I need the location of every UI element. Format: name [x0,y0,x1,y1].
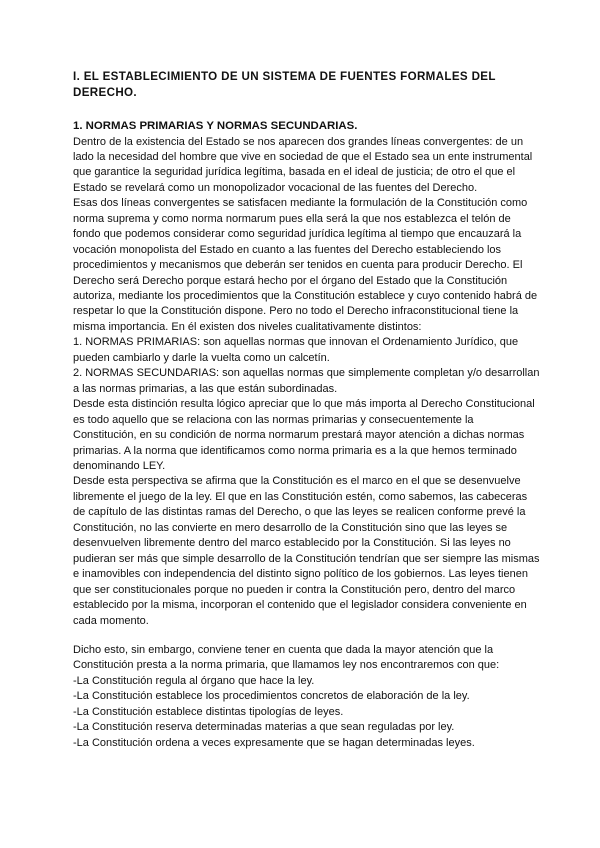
paragraph: 2. NORMAS SECUNDARIAS: son aquellas normas que simplemente completan y/o desarrollan a las normas primarias, a las que están subordinadas. [73,367,540,395]
list-item: -La Constitución establece los procedimientos concretos de elaboración de la ley. [73,690,470,703]
paragraph: Esas dos líneas convergentes se satisfacen mediante la formulación de la Constitución como norma suprema y como norma normarum pues ella será la que nos establezca el telón de fondo que podemos considerar como seguridad jurídica legítima al tiempo que encauzará la vocación monopolista del Estado en cuanto a las fuentes del Derecho estableciendo los procedimientos y mecanismos que deberán ser tenidos en cuenta para producir Derecho. El Derecho será Derecho porque estará hecho por el órgano del Estado que la Constitución autoriza, mediante los procedimientos que la Constitución establece y cuyo contenido habrá de respetar lo que la Constitución dispone. Pero no todo el Derecho infraconstitucional tiene la misma importancia. En él existen dos niveles cualitativamente distintos: [73,197,538,333]
list-item: -La Constitución reserva determinadas materias a que sean reguladas por ley. [73,721,455,734]
paragraph: Desde esta perspectiva se afirma que la Constitución es el marco en el que se desenvuelve libremente el juego de la ley. El que en las Constitución estén, como sabemos, las cabeceras de capítulo de las distintas ramas del Derecho, o que las leyes se realicen conforme prevé la Constitución, no las convierte en mero desarrollo de la Constitución sino que las leyes se desenvuelven libremente dentro del marco establecido por la Constitución. Si las leyes no pudieran ser más que simple desarrollo de la Constitución tendrían que ser siempre las mismas e inamovibles con independencia del distinto signo político de los gobiernos. Las leyes tienen que ser constitucionales porque no pueden ir contra la Constitución pero, dentro del marco establecido por la misma, incorporan el contenido que el legislador considera conveniente en cada momento. [73,475,540,627]
paragraph-spacer [73,629,540,643]
section-title: 1. NORMAS PRIMARIAS Y NORMAS SECUNDARIAS. [73,120,358,132]
document-heading [73,69,540,101]
paragraph: Desde esta distinción resulta lógico apreciar que lo que más importa al Derecho Constitucional es todo aquello que se relaciona con las normas primarias y consecuentemente la Constitución, en su condición de norma normarum prestará mayor atención a dichas normas primarias. A la norma que identificamos como norma primaria es a la que hemos terminado denominando LEY. [73,398,535,473]
paragraph: Dentro de la existencia del Estado se nos aparecen dos grandes líneas convergentes: de un lado la necesidad del hombre que vive en sociedad de que el Estado sea un ente instrumental que garantice la seguridad jurídica legítima, basada en el ideal de justicia; de otro el que el Estado se revelará como un monopolizador vocacional de las fuentes del Derecho. [73,135,533,194]
list-item: -La Constitución regula al órgano que hace la ley. [73,674,315,687]
document-body [73,135,540,752]
paragraph: 1. NORMAS PRIMARIAS: son aquellas normas que innovan el Ordenamiento Jurídico, que pueden cambiarlo y darle la vuelta como un calcetín. [73,336,519,364]
list-item: -La Constitución ordena a veces expresamente que se hagan determinadas leyes. [73,736,475,749]
list-item: -La Constitución establece distintas tipologías de leyes. [73,705,344,718]
heading-line-2: DERECHO. [73,86,137,99]
heading-line-1: I. EL ESTABLECIMIENTO DE UN SISTEMA DE FUENTES FORMALES DEL [73,70,496,83]
closing-paragraph: Dicho esto, sin embargo, conviene tener en cuenta que dada la mayor atención que la Constitución presta a la norma primaria, que llamamos ley nos encontraremos con que: [73,644,500,672]
